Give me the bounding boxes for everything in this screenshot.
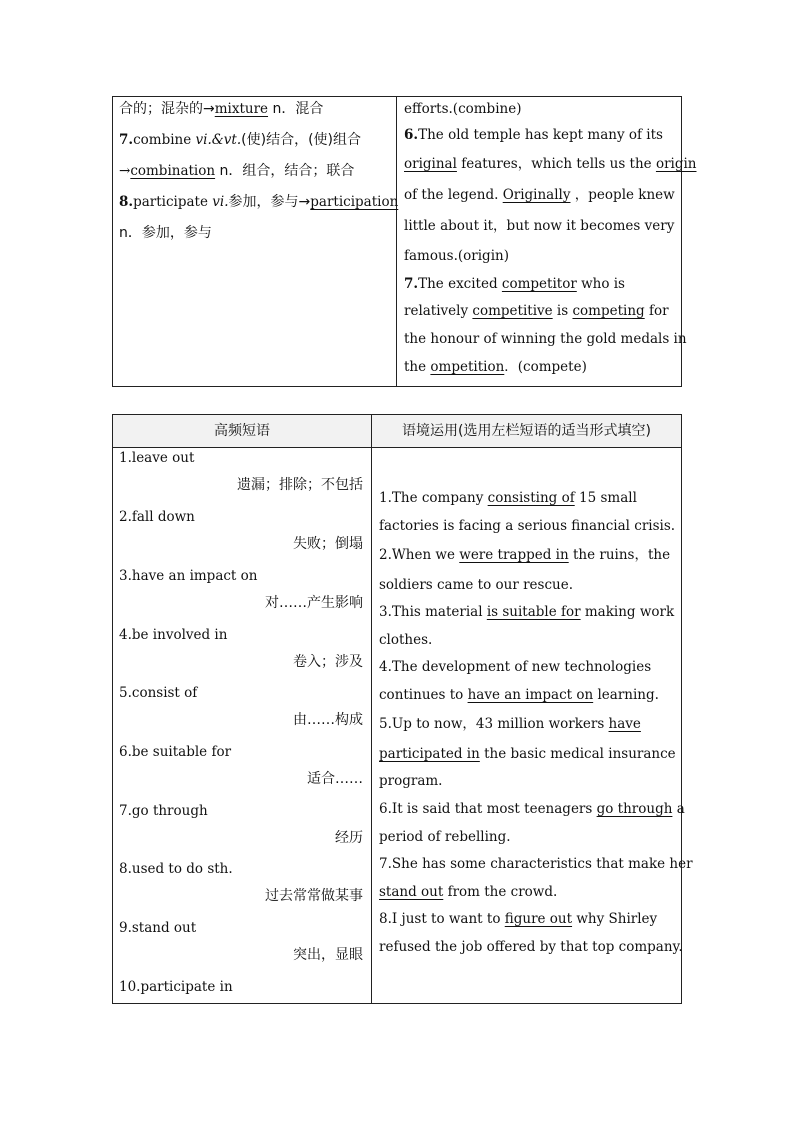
vocabulary-table — [112, 96, 697, 387]
phrase-zh: 经历 — [335, 830, 363, 846]
phrase-en: 7.go through — [119, 803, 208, 819]
text: 2.When we — [379, 547, 460, 563]
text: The excited — [418, 276, 502, 292]
meaning: n．组合，结合；联合 — [215, 163, 355, 179]
vocab-line — [119, 132, 361, 148]
text: of the legend. — [404, 187, 503, 203]
phrase-zh: 对……产生影响 — [265, 595, 363, 611]
text: who is — [576, 276, 625, 292]
item-number: 7. — [119, 132, 134, 148]
sentence-line — [379, 687, 659, 703]
phrases-table — [112, 414, 693, 1004]
exercise-line: efforts.(combine) — [404, 101, 522, 117]
header-divider — [113, 447, 681, 448]
text: the basic medical insurance — [479, 746, 676, 762]
item-number: 7. — [404, 276, 419, 292]
text: 6.It is said that most teenagers — [379, 801, 597, 817]
text: learning. — [593, 687, 659, 703]
exercise-line: little about it，but now it becomes very — [404, 218, 675, 234]
exercise-line — [404, 156, 697, 172]
answer: have an impact on — [467, 687, 594, 703]
text: ．(compete) — [504, 359, 587, 375]
text: The old temple has kept many of its — [418, 127, 663, 143]
sentence-line: factories is facing a serious financial crisis. — [379, 518, 676, 534]
meaning: 参加，参与→ — [228, 194, 311, 210]
text: ，people knew — [570, 187, 675, 203]
exercise-line — [404, 127, 663, 143]
phrase-zh: 过去常常做某事 — [265, 888, 363, 904]
sentence-line: refused the job offered by that top company. — [379, 939, 683, 955]
text: the — [404, 359, 431, 375]
text: a — [672, 801, 685, 817]
column-divider — [396, 97, 397, 386]
answer: have — [608, 716, 641, 732]
phrase-zh: 失败；倒塌 — [293, 536, 363, 552]
sentence-line — [379, 490, 637, 506]
text: continues to — [379, 687, 468, 703]
phrase-en: 4.be involved in — [119, 627, 228, 643]
answer: ompetition — [430, 359, 505, 375]
exercise-line: famous.(origin) — [404, 248, 509, 264]
sentence-line — [379, 716, 641, 732]
answer: competitive — [472, 303, 553, 319]
phrase-en: 10.participate in — [119, 979, 233, 995]
text: 5.Up to now，43 million workers — [379, 716, 609, 732]
answer: mixture — [214, 101, 269, 117]
text: 合的；混杂的→ — [119, 101, 215, 117]
exercise-line — [404, 303, 669, 319]
text: 3.This material — [379, 604, 487, 620]
sentence-line: program. — [379, 773, 443, 789]
phrase-zh: 由……构成 — [293, 712, 363, 728]
answer: original — [404, 156, 457, 172]
answer: participated in — [379, 746, 480, 762]
answer: go through — [596, 801, 673, 817]
phrase-en: 6.be suitable for — [119, 744, 232, 760]
phrase-zh: 突出，显眼 — [293, 947, 363, 963]
text: is — [552, 303, 573, 319]
sentence-line — [379, 547, 670, 563]
header-left: 高频短语 — [113, 415, 371, 447]
sentence-line: clothes. — [379, 632, 433, 648]
phrase-en: 5.consist of — [119, 685, 198, 701]
text: 15 small — [574, 490, 637, 506]
part-of-speech: vi. — [212, 194, 229, 210]
phrase-en: 1.leave out — [119, 450, 195, 466]
word: participate — [133, 194, 213, 210]
vocab-line — [119, 194, 398, 210]
answer: is suitable for — [486, 604, 581, 620]
answer: figure out — [504, 911, 573, 927]
phrase-zh: 遗漏；排除；不包括 — [237, 477, 363, 493]
answer: consisting of — [487, 490, 575, 506]
phrase-zh: 适合…… — [307, 771, 363, 787]
phrase-en: 8.used to do sth. — [119, 861, 233, 877]
item-number: 8. — [119, 194, 134, 210]
phrase-en: 9.stand out — [119, 920, 197, 936]
phrase-zh: 卷入；涉及 — [293, 654, 363, 670]
vocab-line — [119, 163, 354, 179]
exercise-line — [404, 276, 625, 292]
sentence-line — [379, 746, 676, 762]
sentence-line — [379, 604, 674, 620]
text: making work — [580, 604, 675, 620]
answer: origin — [655, 156, 697, 172]
answer: participation — [310, 194, 399, 210]
answer: Originally — [502, 187, 571, 203]
text: 8.I just to want to — [379, 911, 505, 927]
exercise-line — [404, 187, 675, 203]
sentence-line — [379, 911, 657, 927]
arrow: → — [119, 163, 131, 179]
phrase-en: 2.fall down — [119, 509, 195, 525]
sentence-line — [379, 801, 685, 817]
phrase-en: 3.have an impact on — [119, 568, 258, 584]
sentence-line: period of rebelling. — [379, 829, 511, 845]
sentence-line — [379, 884, 557, 900]
text: features，which tells us the — [456, 156, 656, 172]
text: relatively — [404, 303, 473, 319]
sentence-line: 7.She has some characteristics that make her — [379, 856, 693, 872]
column-divider — [371, 415, 372, 1003]
sentence-line: soldiers came to our rescue. — [379, 577, 574, 593]
answer: were trapped in — [459, 547, 569, 563]
text: n．混合 — [268, 101, 324, 117]
item-number: 6. — [404, 127, 419, 143]
part-of-speech: vi.&vt. — [195, 132, 242, 148]
exercise-line: the honour of winning the gold medals in — [404, 331, 687, 347]
text: why Shirley — [572, 911, 658, 927]
sentence-line: 4.The development of new technologies — [379, 659, 652, 675]
vocab-line — [119, 101, 323, 117]
word: combine — [133, 132, 196, 148]
header-right: 语境运用(选用左栏短语的适当形式填空) — [372, 415, 681, 447]
text: from the crowd. — [443, 884, 558, 900]
text: 1.The company — [379, 490, 488, 506]
exercise-line — [404, 359, 587, 375]
text: the ruins，the — [568, 547, 671, 563]
answer: competing — [572, 303, 645, 319]
meaning: (使)结合，(使)组合 — [241, 132, 361, 148]
vocab-line: n．参加，参与 — [119, 225, 212, 241]
answer: competitor — [501, 276, 577, 292]
answer: stand out — [379, 884, 444, 900]
text: for — [644, 303, 669, 319]
answer: combination — [130, 163, 216, 179]
